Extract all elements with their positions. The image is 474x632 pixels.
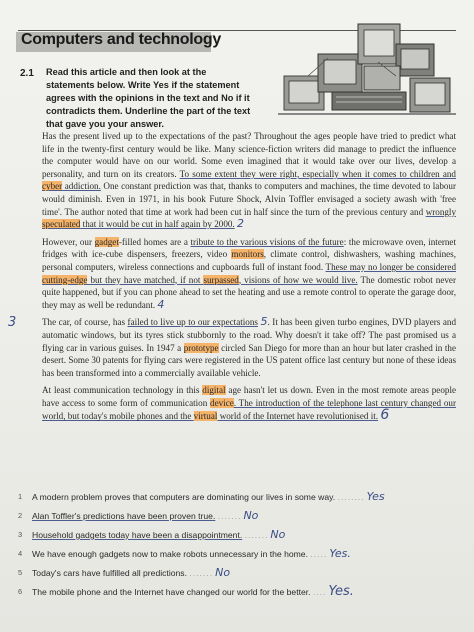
margin-mark-5: 5 xyxy=(260,315,268,329)
statement-number: 2 xyxy=(18,511,23,520)
computer-pile-illustration xyxy=(278,14,456,118)
page-title: Computers and technology xyxy=(21,31,221,48)
answer-field[interactable]: No xyxy=(270,528,286,541)
article-paragraph-2: However, our gadget-filled homes are a tribute to the various visions of the future: the microwave oven, internet fridges with ice-cube dispensers, freezers, video monitors, climate control, dishwashers, washing machines, personal computers, wireless connections and cupboards full of instant food. These may no longer be considered cutting-edge but they have matched, if not surpassed, visions of how we would live. The domestic robot never quite happened, but if you can phone ahead to set the heating and use a remote control to operate the garage door, they may as well be redundant. 4 xyxy=(42,236,456,311)
margin-mark-2: 2 xyxy=(236,217,244,231)
answer-field[interactable]: Yes xyxy=(366,490,385,503)
margin-mark-3: 3 xyxy=(8,315,17,330)
article-paragraph-4: At least communication technology in this digital age hasn't let us down. Even in the most remote areas people have access to some form of communication device. The introduction of the telephone last century changed our world, but today's mobile phones and the virtual world of the Internet have revolutionised it. 6 xyxy=(42,385,457,424)
statement-number: 3 xyxy=(18,530,23,539)
statement-row: 6 The mobile phone and the Internet have changed our world for the better. .... Yes. xyxy=(18,584,354,599)
statement-number: 1 xyxy=(18,492,23,501)
margin-mark-6: 6 xyxy=(380,407,390,424)
answer-field[interactable]: No xyxy=(215,566,231,579)
article-paragraph-3: The car, of course, has failed to live up to our expectations 5. It has been given turbo engines, DVD players and automatic windows, but its tyres stick stubbornly to the road. Why doesn't it take off? The past promised us a flying car in various guises. In 1947 a prototype circled San Diego for more than an hour but later crashed in the desert. Some 30 patents for flying cars were registered in the US patent office last century but none of these ideas has been transformed into a commercially available vehicle. xyxy=(42,315,456,378)
exercise-instructions: Read this article and then look at the statements below. Write Yes if the statement agrees with the opinions in the text and No if it contradicts them. Underline the part of the text that gave you your answer. xyxy=(46,67,251,129)
exercise-number: 2.1 xyxy=(20,68,34,79)
statement-row: 2 Alan Toffler's predictions have been proven true. ....... No xyxy=(18,506,448,525)
statement-number: 6 xyxy=(18,587,23,596)
statement-text: The mobile phone and the Internet have changed our world for the better. xyxy=(32,587,311,597)
margin-mark-4: 4 xyxy=(157,297,165,311)
statement-row: 5 Today's cars have fulfilled all predictions. ....... No xyxy=(18,563,448,582)
statement-text: A modern problem proves that computers are dominating our lives in some way. xyxy=(32,492,336,502)
statement-row: 4 We have enough gadgets now to make robots unnecessary in the home. ..... Yes. xyxy=(18,544,448,563)
statement-row: 1 A modern problem proves that computers are dominating our lives in some way. ........ Yes xyxy=(18,487,448,506)
statement-text: We have enough gadgets now to make robots unnecessary in the home. xyxy=(32,549,308,559)
article-text xyxy=(42,130,456,428)
answer-field[interactable]: Yes. xyxy=(328,584,354,599)
statement-number: 4 xyxy=(18,549,23,558)
statement-text: Today's cars have fulfilled all predictions. xyxy=(32,568,187,578)
statement-text: Household gadgets today have been a disappointment. xyxy=(32,530,243,540)
statement-row: 3 Household gadgets today have been a disappointment. ....... No xyxy=(18,525,448,544)
statements-list xyxy=(18,487,448,601)
answer-field[interactable]: No xyxy=(243,509,259,522)
article-paragraph-1: Has the present lived up to the expectations of the past? Throughout the ages people have tried to predict what life in the twenty-first century would be like. Many science-fiction writers did manage to predict the influence the computer would have on our world. Some even imagined that it would take over our lives, develop a personality, and turn on its creators. To some extent they were right, especially when it comes to children and cyber addiction. One constant prediction was that, thanks to computers and machines, the time devoted to labour would diminish. Even in 1971, in his book Future Shock, Alvin Toffler envisaged a society awash with 'free time'. The author noted that time at work had been cut in half since the turn of the previous century and wrongly speculated that it would be cut in half again by 2000. 2 xyxy=(42,131,456,231)
statement-number: 5 xyxy=(18,568,23,577)
statement-text: Alan Toffler's predictions have been proven true. xyxy=(32,511,216,521)
answer-field[interactable]: Yes. xyxy=(329,547,351,560)
